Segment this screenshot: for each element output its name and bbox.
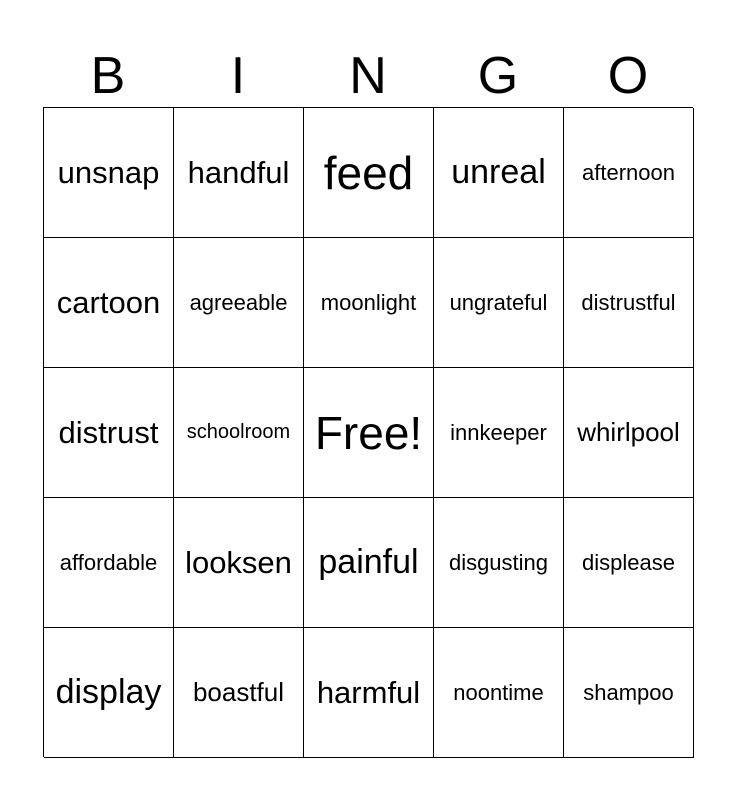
bingo-cell[interactable]: display	[44, 628, 174, 758]
header-letter-g: G	[477, 47, 519, 105]
bingo-cell[interactable]: disgusting	[434, 498, 564, 628]
bingo-cell[interactable]: unreal	[434, 108, 564, 238]
bingo-cell[interactable]: displease	[564, 498, 694, 628]
bingo-cell[interactable]: ungrateful	[434, 238, 564, 368]
bingo-cell[interactable]: boastful	[174, 628, 304, 758]
header-letter-o: O	[607, 47, 649, 105]
bingo-cell[interactable]: whirlpool	[564, 368, 694, 498]
bingo-cell[interactable]: harmful	[304, 628, 434, 758]
bingo-cell[interactable]: noontime	[434, 628, 564, 758]
bingo-cell[interactable]: feed	[304, 108, 434, 238]
bingo-cell[interactable]: unsnap	[44, 108, 174, 238]
bingo-cell[interactable]: moonlight	[304, 238, 434, 368]
bingo-cell[interactable]: distrust	[44, 368, 174, 498]
bingo-cell[interactable]: shampoo	[564, 628, 694, 758]
bingo-header	[43, 44, 693, 108]
bingo-cell[interactable]: schoolroom	[174, 368, 304, 498]
bingo-cell[interactable]: innkeeper	[434, 368, 564, 498]
free-space-cell[interactable]: Free!	[304, 368, 434, 498]
bingo-cell[interactable]: afternoon	[564, 108, 694, 238]
bingo-cell[interactable]: agreeable	[174, 238, 304, 368]
bingo-cell[interactable]: looksen	[174, 498, 304, 628]
bingo-board	[43, 107, 693, 757]
bingo-cell[interactable]: painful	[304, 498, 434, 628]
bingo-cell[interactable]: cartoon	[44, 238, 174, 368]
header-letter-n: N	[349, 47, 387, 105]
bingo-cell[interactable]: affordable	[44, 498, 174, 628]
header-letter-i: I	[230, 47, 246, 105]
header-letter-b: B	[90, 47, 126, 105]
bingo-cell[interactable]: handful	[174, 108, 304, 238]
bingo-cell[interactable]: distrustful	[564, 238, 694, 368]
